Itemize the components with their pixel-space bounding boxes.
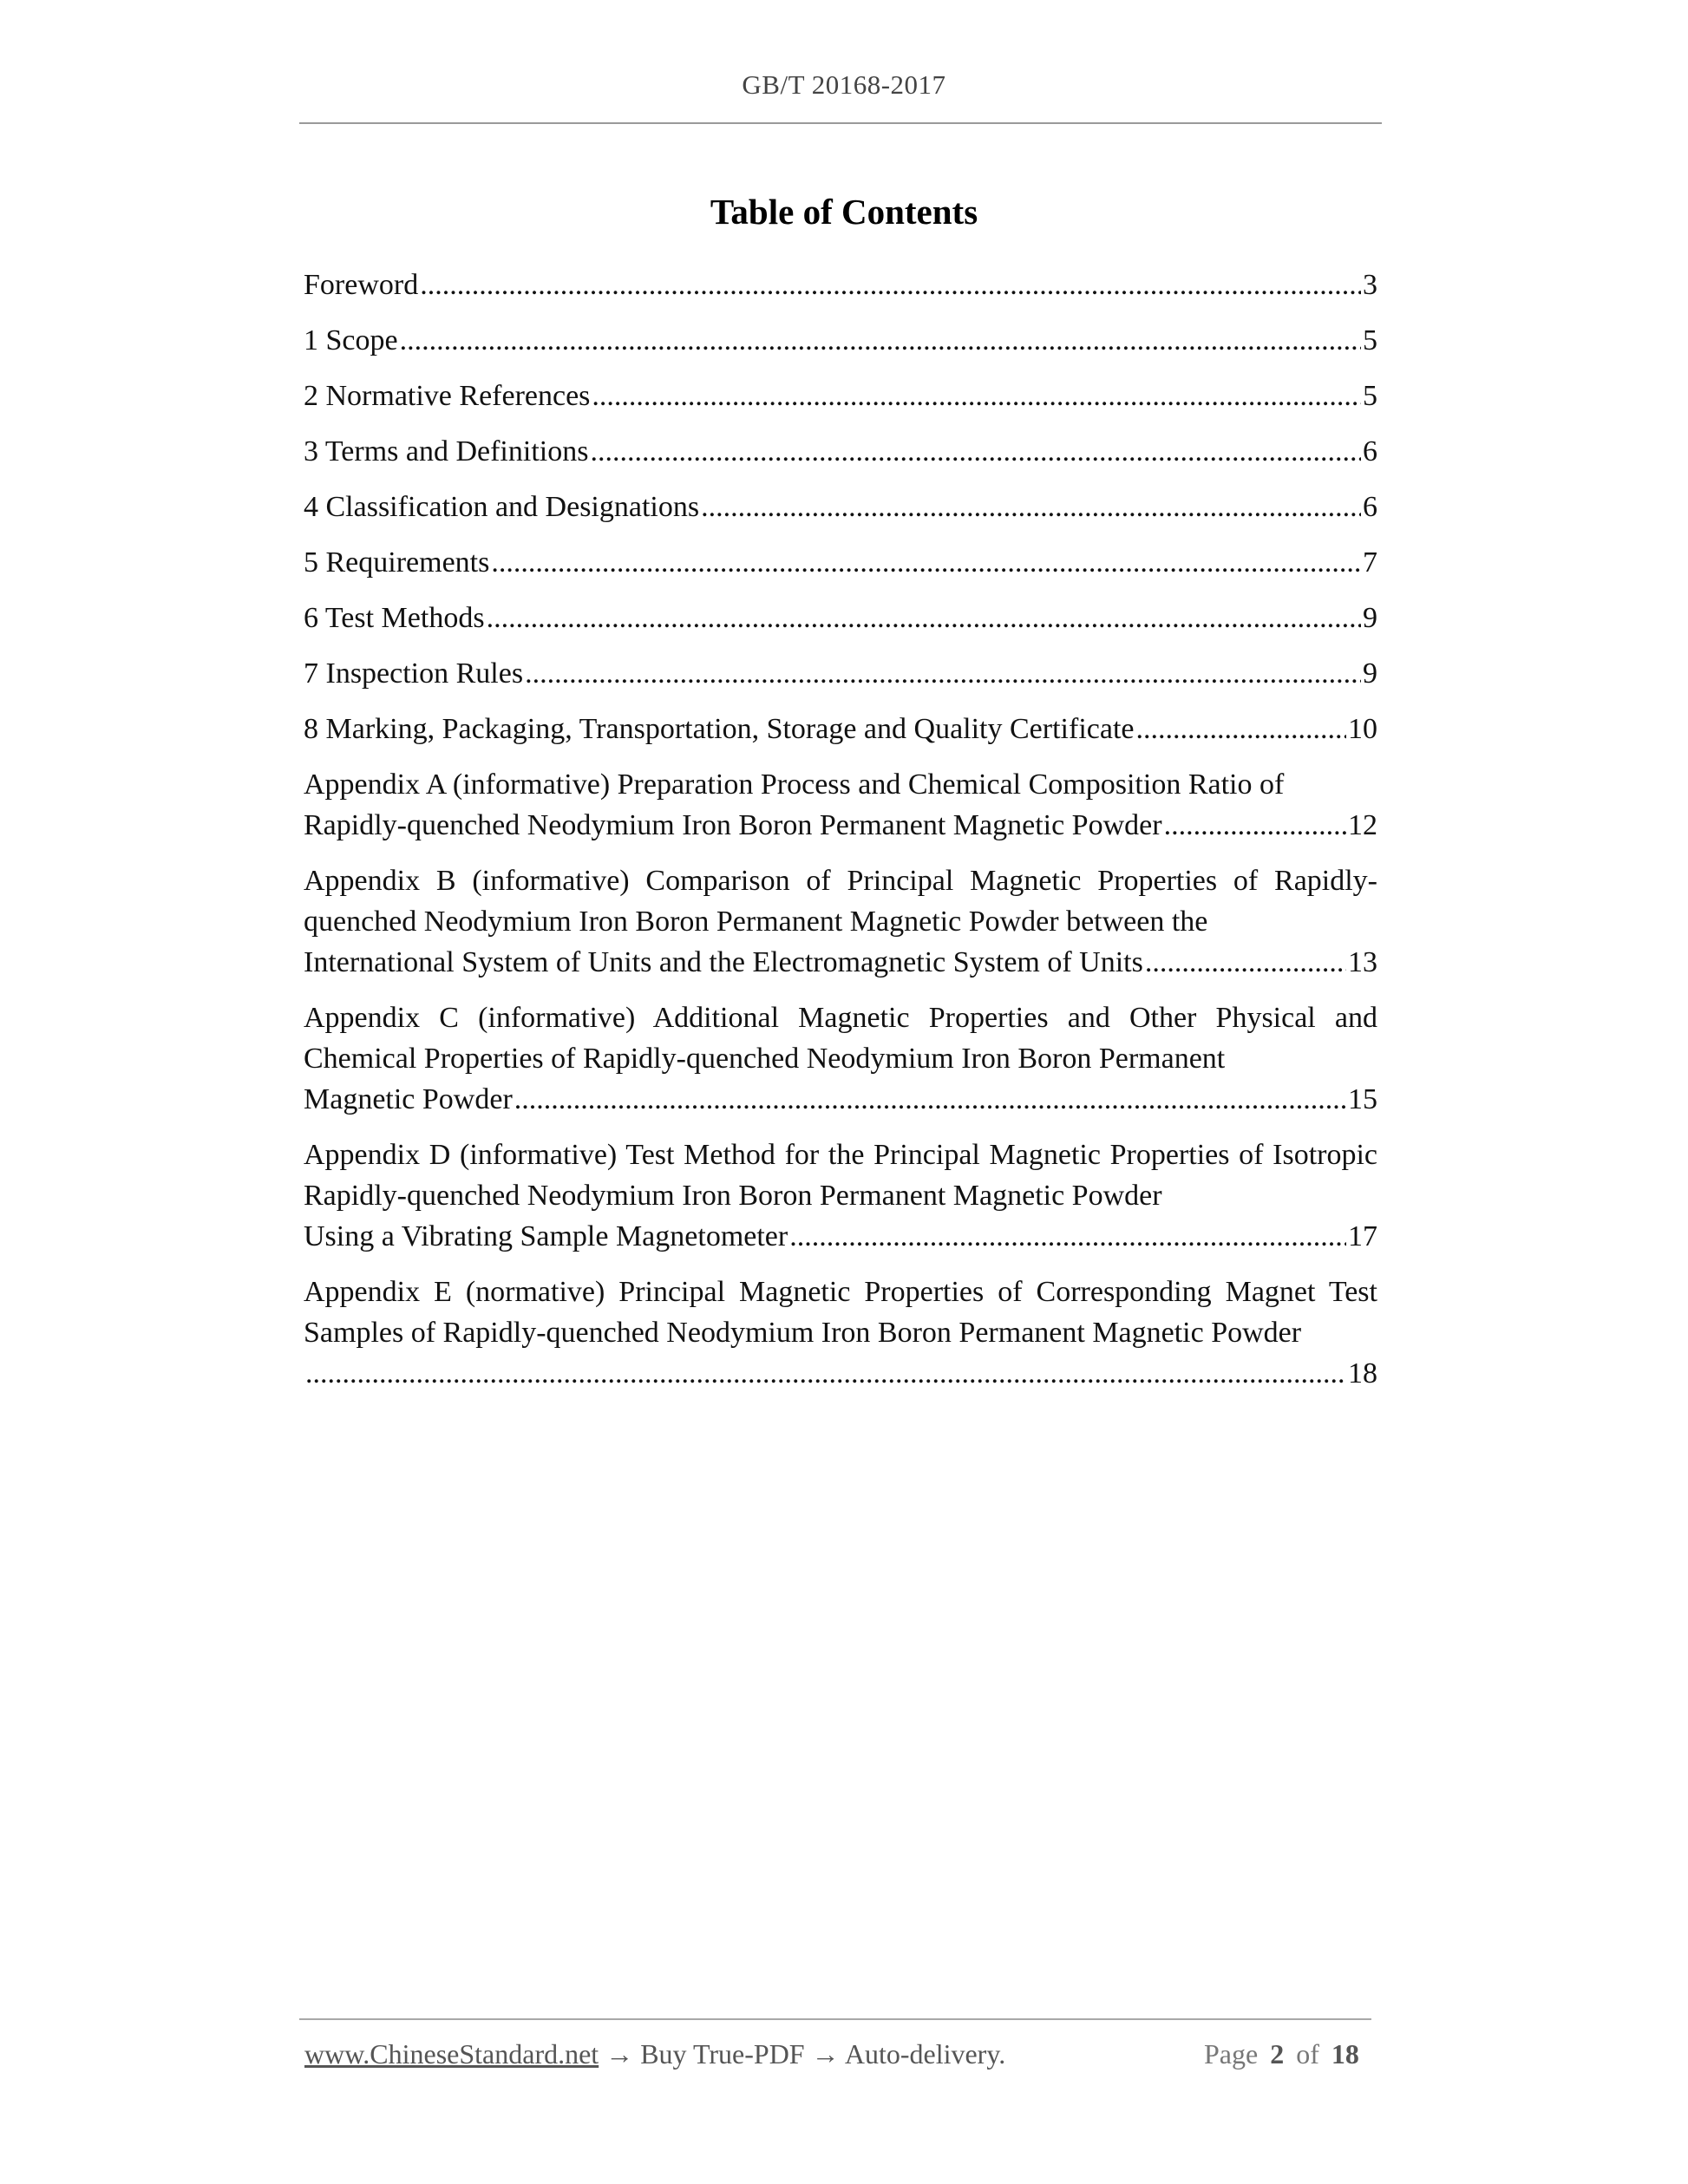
toc-entry-text-last-line: Magnetic Powder xyxy=(304,1083,513,1115)
toc-entry-text: 8 Marking, Packaging, Transportation, Storage and Quality Certificate xyxy=(304,713,1135,745)
footer-promo xyxy=(304,2038,1005,2070)
toc-entry-text: Appendix A (informative) Preparation Process and Chemical Composition Ratio of xyxy=(304,768,1285,801)
toc-entry-text: 7 Inspection Rules xyxy=(304,657,524,690)
toc-entry-text: Appendix E (normative) Principal Magnetic Properties of Corresponding Magnet Test Samples of Rapidly-quenched Neodymium Iron Boron Permanent Magnetic Powder xyxy=(304,1276,1377,1349)
dot-leader xyxy=(1164,805,1346,846)
toc-entry-text-last-line: International System of Units and the Electromagnetic System of Units xyxy=(304,946,1143,978)
toc-page-number: 17 xyxy=(1348,1220,1377,1252)
toc-page-number: 18 xyxy=(1348,1357,1377,1390)
footer-buy-text: Buy True-PDF xyxy=(640,2038,805,2070)
toc-entry-text: Foreword xyxy=(304,269,419,301)
toc-entry-text: 5 Requirements xyxy=(304,546,490,579)
toc-page-number: 3 xyxy=(1363,269,1377,301)
toc-entry-text-last-line: Rapidly-quenched Neodymium Iron Boron Permanent Magnetic Powder xyxy=(304,809,1162,841)
toc-entry-classification[interactable] xyxy=(304,487,1377,527)
toc-entry-text: Appendix C (informative) Additional Magnetic Properties and Other Physical and Chemical Properties of Rapidly-quenched Neodymium Iron Boron Permanent xyxy=(304,1002,1377,1075)
arrow-right-icon: → xyxy=(605,2038,634,2070)
dot-leader xyxy=(400,320,1361,361)
toc-entry-requirements[interactable] xyxy=(304,542,1377,583)
dot-leader xyxy=(1145,942,1346,983)
of-label: of xyxy=(1296,2038,1319,2070)
toc-page-number: 9 xyxy=(1363,657,1377,690)
toc-entry-text-last-line: Using a Vibrating Sample Magnetometer xyxy=(304,1220,788,1252)
toc-entry-inspection-rules[interactable] xyxy=(304,653,1377,694)
dot-leader xyxy=(1135,709,1346,749)
page-label: Page xyxy=(1204,2038,1259,2070)
toc-page-number: 12 xyxy=(1348,809,1377,841)
toc-page-number: 13 xyxy=(1348,946,1377,978)
toc-entry-test-methods[interactable] xyxy=(304,598,1377,638)
arrow-right-icon: → xyxy=(811,2038,840,2070)
page-title: Table of Contents xyxy=(710,192,978,232)
toc-page-number: 5 xyxy=(1363,324,1377,356)
toc-entry-marking-packaging[interactable] xyxy=(304,709,1377,749)
page-indicator xyxy=(1204,2038,1364,2070)
toc-entry-terms-definitions[interactable] xyxy=(304,431,1377,472)
toc-entry-text: 4 Classification and Designations xyxy=(304,491,700,523)
header-doc-code: GB/T 20168-2017 xyxy=(742,69,946,100)
header-divider xyxy=(299,122,1382,124)
dot-leader xyxy=(592,376,1361,416)
footer-divider xyxy=(299,2018,1371,2020)
dot-leader xyxy=(305,1353,1346,1394)
toc-entry-foreword[interactable] xyxy=(304,265,1377,305)
dot-leader xyxy=(514,1079,1346,1120)
toc-page-number: 10 xyxy=(1348,713,1377,745)
toc-entry-text: 3 Terms and Definitions xyxy=(304,435,589,468)
toc-list xyxy=(304,265,1377,1409)
dot-leader xyxy=(701,487,1361,527)
toc-page-number: 6 xyxy=(1363,435,1377,468)
footer-delivery-text: Auto-delivery. xyxy=(844,2038,1006,2070)
current-page-number: 2 xyxy=(1270,2038,1285,2070)
toc-entry-appendix-b[interactable] xyxy=(304,860,1377,983)
toc-entry-text: 1 Scope xyxy=(304,324,398,356)
toc-entry-appendix-d[interactable] xyxy=(304,1135,1377,1257)
toc-entry-scope[interactable] xyxy=(304,320,1377,361)
toc-entry-appendix-e[interactable] xyxy=(304,1272,1377,1394)
site-link[interactable]: www.ChineseStandard.net xyxy=(304,2038,599,2070)
toc-entry-appendix-a[interactable] xyxy=(304,764,1377,846)
toc-entry-text: Appendix B (informative) Comparison of Principal Magnetic Properties of Rapidly-quenched Neodymium Iron Boron Permanent Magnetic Powder between the xyxy=(304,865,1377,938)
toc-entry-appendix-c[interactable] xyxy=(304,997,1377,1120)
toc-entry-normative-references[interactable] xyxy=(304,376,1377,416)
dot-leader xyxy=(789,1216,1346,1257)
dot-leader xyxy=(487,598,1361,638)
dot-leader xyxy=(590,431,1361,472)
toc-entry-text: 2 Normative References xyxy=(304,380,591,412)
toc-page-number: 5 xyxy=(1363,380,1377,412)
toc-entry-text: 6 Test Methods xyxy=(304,602,485,634)
toc-entry-text: Appendix D (informative) Test Method for the Principal Magnetic Properties of Isotropic Rapidly-quenched Neodymium Iron Boron Permanent Magnetic Powder xyxy=(304,1139,1377,1212)
toc-page-number: 15 xyxy=(1348,1083,1377,1115)
dot-leader xyxy=(525,653,1361,694)
toc-page-number: 9 xyxy=(1363,602,1377,634)
toc-page-number: 6 xyxy=(1363,491,1377,523)
total-pages-number: 18 xyxy=(1331,2038,1359,2070)
dot-leader xyxy=(491,542,1361,583)
dot-leader xyxy=(420,265,1361,305)
toc-page-number: 7 xyxy=(1363,546,1377,579)
